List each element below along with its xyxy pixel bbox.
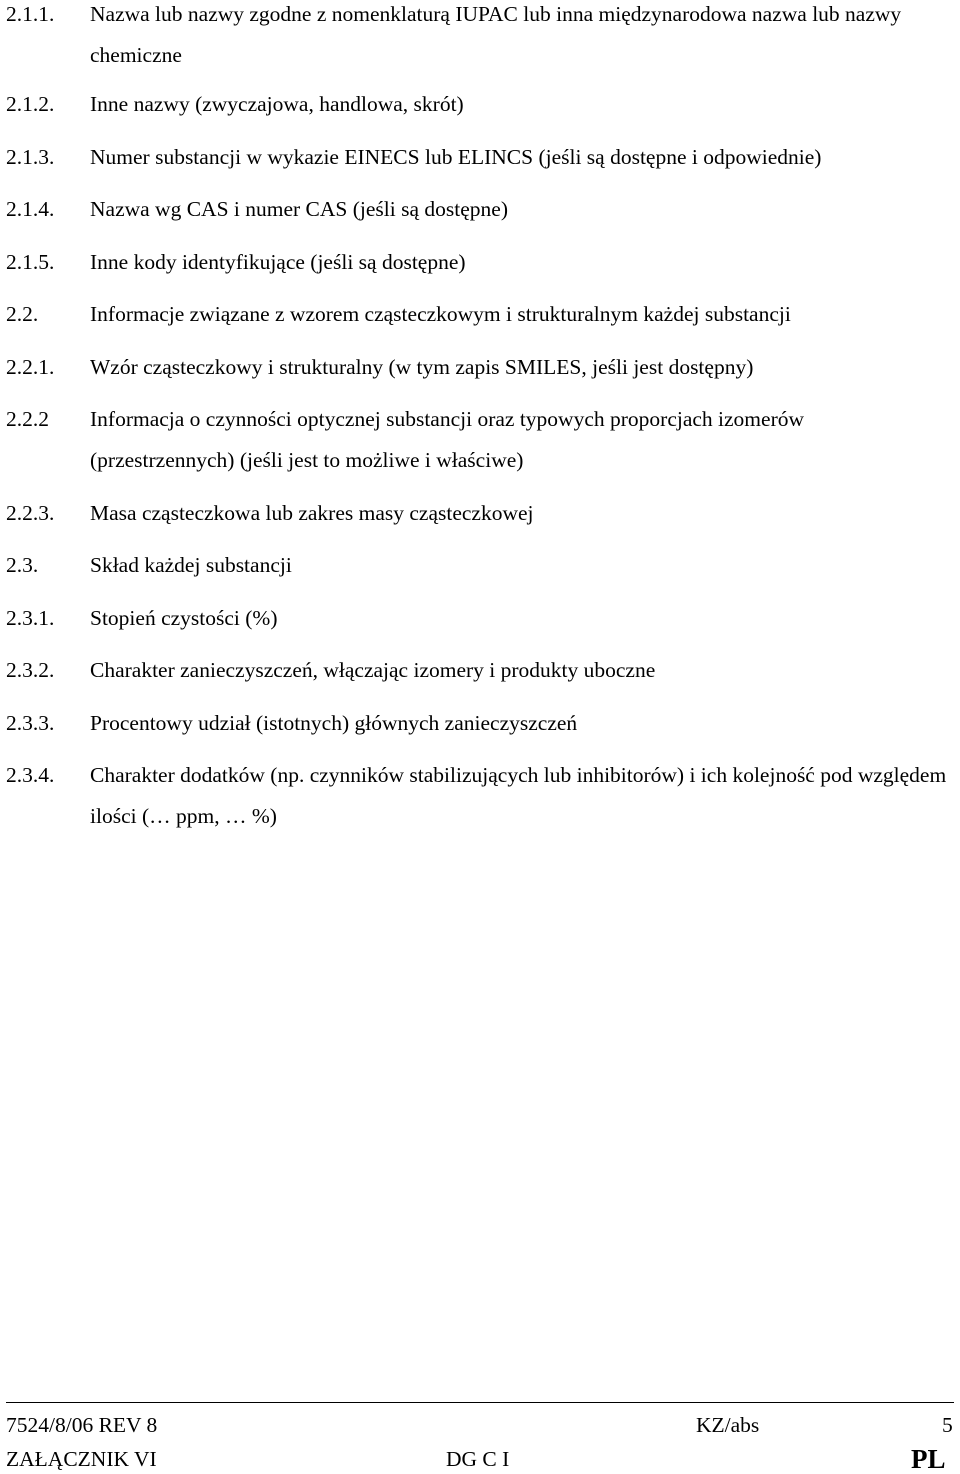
item-number: 2.1.5. [6, 250, 55, 274]
item-text: Stopień czystości (%) [90, 606, 278, 630]
item-number: 2.2. [6, 302, 39, 326]
item-number: 2.2.1. [6, 355, 55, 379]
item-number: 2.2.3. [6, 501, 55, 525]
item-text: Nazwa lub nazwy zgodne z nomenklaturą IUPAC lub inna międzynarodowa nazwa lub nazwy chemiczne [90, 2, 902, 67]
item-number: 2.1.3. [6, 145, 55, 169]
item-text: Inne nazwy (zwyczajowa, handlowa, skrót) [90, 92, 464, 116]
author-initials: KZ/abs [696, 1413, 760, 1437]
item-text: Masa cząsteczkowa lub zakres masy cząsteczkowej [90, 501, 534, 525]
item-number: 2.3.4. [6, 763, 55, 787]
language-code: PL [911, 1444, 946, 1474]
item-text: Procentowy udział (istotnych) głównych zanieczyszczeń [90, 711, 578, 735]
item-text: Inne kody identyfikujące (jeśli są dostępne) [90, 250, 466, 274]
item-number: 2.1.2. [6, 92, 55, 116]
item-text: Charakter dodatków (np. czynników stabilizujących lub inhibitorów) i ich kolejność pod względem ilości (… ppm, … %) [90, 763, 947, 828]
item-text: Informacja o czynności optycznej substancji oraz typowych proporcjach izomerów (przestrzennych) (jeśli jest to możliwe i właściwe) [90, 407, 805, 472]
item-text: Charakter zanieczyszczeń, włączając izomery i produkty uboczne [90, 658, 656, 682]
item-number: 2.3.3. [6, 711, 55, 735]
item-text: Wzór cząsteczkowy i strukturalny (w tym zapis SMILES, jeśli jest dostępny) [90, 355, 754, 379]
item-text: Skład każdej substancji [90, 553, 292, 577]
item-text: Nazwa wg CAS i numer CAS (jeśli są dostępne) [90, 197, 508, 221]
item-number: 2.2.2 [6, 407, 49, 431]
item-number: 2.3.1. [6, 606, 55, 630]
directorate-label: DG C I [446, 1447, 510, 1471]
footer-divider [6, 1402, 954, 1403]
item-number: 2.1.1. [6, 2, 55, 26]
item-text: Numer substancji w wykazie EINECS lub ELINCS (jeśli są dostępne i odpowiednie) [90, 145, 822, 169]
annex-label: ZAŁĄCZNIK VI [6, 1447, 157, 1471]
item-text: Informacje związane z wzorem cząsteczkowym i strukturalnym każdej substancji [90, 302, 791, 326]
page-number: 5 [942, 1413, 953, 1437]
document-reference: 7524/8/06 REV 8 [6, 1413, 158, 1437]
item-number: 2.3. [6, 553, 39, 577]
item-number: 2.3.2. [6, 658, 55, 682]
item-number: 2.1.4. [6, 197, 55, 221]
